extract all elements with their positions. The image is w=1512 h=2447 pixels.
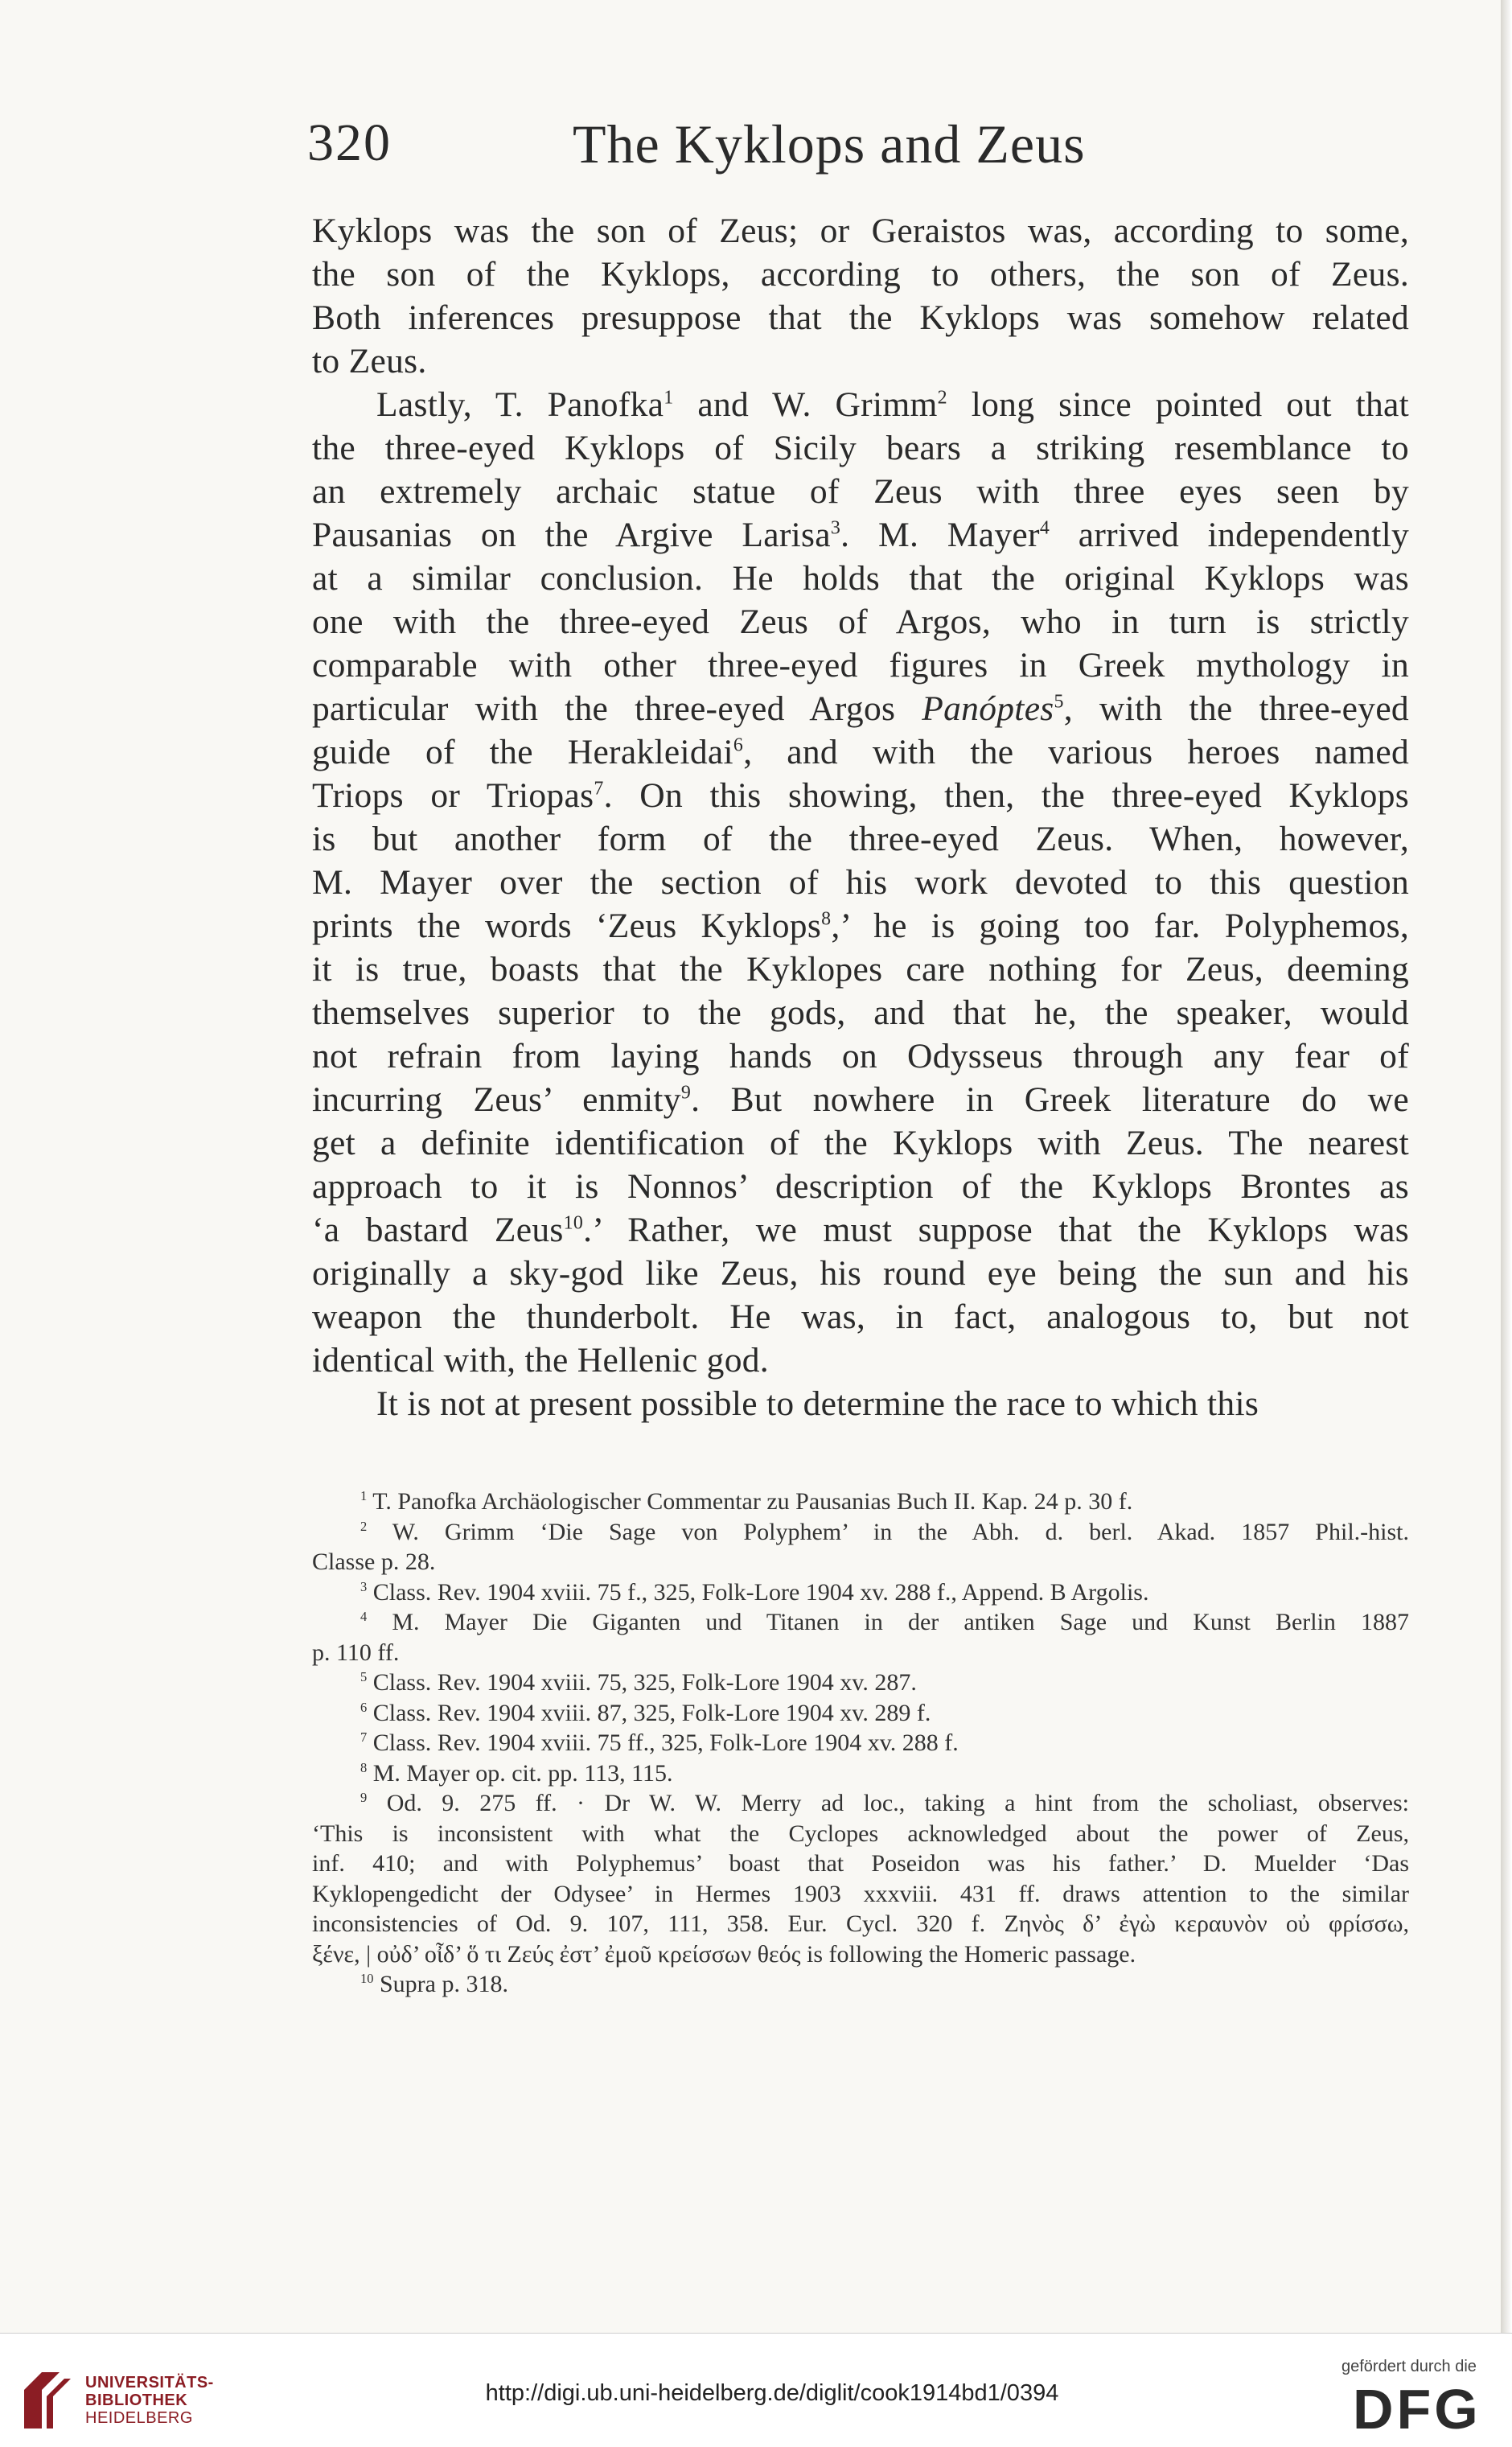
text-run: , and with the various heroes named xyxy=(743,733,1409,771)
text-run: .’ Rather, we must suppose that the Kyklops was xyxy=(583,1211,1409,1249)
text-line xyxy=(312,600,1409,644)
footnote-line xyxy=(312,1698,1409,1729)
footnote-ref[interactable]: 9 xyxy=(680,1082,692,1104)
footnote xyxy=(312,1607,1409,1668)
text-line xyxy=(312,817,1409,861)
text-line xyxy=(312,1078,1409,1121)
footnote-text: Class. Rev. 1904 xviii. 75, 325, Folk-Lore 1904 xv. 287. xyxy=(372,1669,917,1696)
text-run: at a similar conclusion. He holds that the original Kyklops was xyxy=(312,559,1409,598)
text-run: . On this showing, then, the three-eyed Kyklops xyxy=(603,776,1409,815)
footnote-ref[interactable]: 10 xyxy=(563,1212,584,1234)
footnote-text: Kyklopengedicht der Odysee’ in Hermes 1903 xxxviii. 431 ff. draws attention to the similar xyxy=(312,1880,1409,1907)
text-run: weapon the thunderbolt. He was, in fact, analogous to, but not xyxy=(312,1298,1409,1336)
footnote-line xyxy=(312,1849,1409,1879)
library-name-line: UNIVERSITÄTS- xyxy=(85,2374,214,2391)
footnote xyxy=(312,1517,1409,1577)
footnote-number: 6 xyxy=(360,1699,368,1715)
text-run: M. Mayer over the section of his work devoted to this question xyxy=(312,863,1409,902)
footnote-number: 2 xyxy=(360,1518,368,1534)
footnote-text: Class. Rev. 1904 xviii. 75 f., 325, Folk-Lore 1904 xv. 288 f., Append. B Argolis. xyxy=(372,1578,1149,1606)
text-run: Pausanias on the Argive Larisa xyxy=(312,516,831,554)
text-run: . But nowhere in Greek literature do we xyxy=(691,1080,1410,1119)
text-run: approach to it is Nonnos’ description of the Kyklops Brontes as xyxy=(312,1167,1409,1206)
page-edge xyxy=(1501,0,1512,2333)
text-run: prints the words ‘Zeus Kyklops xyxy=(312,907,822,945)
text-run: guide of the Herakleidai xyxy=(312,733,733,771)
text-line xyxy=(312,644,1409,687)
text-run: it is true, boasts that the Kyklopes care nothing for Zeus, deeming xyxy=(312,950,1409,989)
footnote-text: M. Mayer op. cit. pp. 113, 115. xyxy=(372,1759,673,1787)
footnote-line xyxy=(312,1939,1409,1970)
text-run: particular with the three-eyed Argos xyxy=(312,689,922,728)
text-line xyxy=(312,1208,1409,1252)
text-line xyxy=(312,1339,1409,1382)
footnote-text: Class. Rev. 1904 xviii. 87, 325, Folk-Lore 1904 xv. 289 f. xyxy=(372,1699,931,1726)
text-line: the son of the Kyklops, according to others, the son of Zeus. xyxy=(312,255,1409,294)
library-name xyxy=(85,2374,214,2427)
text-run: long since pointed out that xyxy=(947,385,1409,424)
footnote-text: inf. 410; and with Polyphemus’ boast that Poseidon was his father.’ D. Muelder ‘Das xyxy=(312,1850,1409,1877)
footnote-ref[interactable]: 8 xyxy=(821,908,832,930)
text-run: ,’ he is going too far. Polyphemos, xyxy=(831,907,1410,945)
footnote-ref[interactable]: 3 xyxy=(830,517,841,539)
text-line xyxy=(312,383,1409,426)
source-url[interactable]: http://digi.ub.uni-heidelberg.de/diglit/cook1914bd1/0394 xyxy=(485,2380,1059,2406)
text-run: identical with, the Hellenic god. xyxy=(312,1341,769,1380)
footnote xyxy=(312,1788,1409,1969)
footnote-number: 10 xyxy=(360,1971,374,1986)
text-run: Triops or Triopas xyxy=(312,776,594,815)
page-header xyxy=(307,113,1411,177)
text-run: incurring Zeus’ enmity xyxy=(312,1080,681,1119)
running-title: The Kyklops and Zeus xyxy=(573,113,1086,175)
footnote-text: ξένε, | οὐδ’ οἶδ’ ὅ τι Ζεύς ἐστ’ ἐμοῦ κρείσσων θεός is following the Homeric passage. xyxy=(312,1940,1136,1968)
footnote-line xyxy=(312,1577,1409,1608)
text-run: not refrain from laying hands on Odysseus through any fear of xyxy=(312,1037,1409,1075)
footnote-line xyxy=(312,1819,1409,1849)
footnote-text: T. Panofka Archäologischer Commentar zu Pausanias Buch II. Kap. 24 p. 30 f. xyxy=(372,1488,1133,1515)
library-name-line: HEIDELBERG xyxy=(85,2409,193,2427)
digitization-footer xyxy=(0,2333,1512,2447)
footnote xyxy=(312,1698,1409,1729)
footnote-number: 5 xyxy=(360,1669,368,1684)
footnotes xyxy=(312,1487,1409,2000)
dfg-logo xyxy=(1350,2382,1494,2433)
text-run: is but another form of the three-eyed Zeus. When, however, xyxy=(312,820,1409,858)
text-run: arrived independently xyxy=(1050,516,1410,554)
footnote-ref[interactable]: 4 xyxy=(1039,517,1050,539)
text-run: the three-eyed Kyklops of Sicily bears a striking resemblance to xyxy=(312,429,1409,467)
text-run: Lastly, T. Panofka xyxy=(376,385,664,424)
footnote-line xyxy=(312,1879,1409,1910)
text-line xyxy=(312,1252,1409,1295)
footnote-number: 4 xyxy=(360,1609,368,1624)
footnote-line xyxy=(312,1728,1409,1758)
footnote-text: Od. 9. 275 ff. · Dr W. W. Merry ad loc., taking a hint from the scholiast, observes: xyxy=(386,1790,1410,1816)
text-line xyxy=(312,1034,1409,1078)
footnote-text: W. Grimm ‘Die Sage von Polyphem’ in the Abh. d. berl. Akad. 1857 Phil.-hist. xyxy=(392,1518,1409,1545)
text-line xyxy=(312,470,1409,513)
footnote-number: 1 xyxy=(360,1488,368,1503)
footnote-text: Classe p. 28. xyxy=(312,1548,436,1575)
footnote xyxy=(312,1758,1409,1789)
footnote-line xyxy=(312,1607,1409,1638)
main-text xyxy=(312,209,1409,1425)
text-line xyxy=(312,687,1409,730)
footnote-line xyxy=(312,1969,1409,2000)
footnote xyxy=(312,1487,1409,1517)
footnote-ref[interactable]: 1 xyxy=(664,387,674,409)
text-line xyxy=(312,426,1409,470)
text-line xyxy=(312,774,1409,817)
footnote-ref[interactable]: 6 xyxy=(733,734,744,756)
footnote-text: M. Mayer Die Giganten und Titanen in der antiken Sage und Kunst Berlin 1887 xyxy=(392,1609,1409,1635)
text-run: . M. Mayer xyxy=(840,516,1040,554)
text-run: originally a sky-god like Zeus, his round eye being the sun and his xyxy=(312,1254,1409,1293)
footnote-line xyxy=(312,1758,1409,1789)
footnote-line xyxy=(312,1788,1409,1819)
italic-term: Panóptes xyxy=(922,689,1054,728)
text-line xyxy=(312,1121,1409,1165)
footnote-line xyxy=(312,1517,1409,1548)
text-run: one with the three-eyed Zeus of Argos, who in turn is strictly xyxy=(312,602,1409,641)
footnote-number: 8 xyxy=(360,1759,368,1775)
text-line xyxy=(312,861,1409,904)
footnote-number: 9 xyxy=(360,1790,368,1805)
text-line: Both inferences presuppose that the Kyklops was somehow related xyxy=(312,298,1409,337)
footnote-text: Class. Rev. 1904 xviii. 75 ff., 325, Folk-Lore 1904 xv. 288 f. xyxy=(372,1729,959,1756)
footnote-line xyxy=(312,1547,1409,1577)
footnote-text: Supra p. 318. xyxy=(380,1971,508,1997)
text-line: It is not at present possible to determine the race to which this xyxy=(376,1384,1259,1423)
text-line xyxy=(312,948,1409,991)
footnote-line xyxy=(312,1909,1409,1939)
footnote-line xyxy=(312,1638,1409,1668)
text-line xyxy=(312,730,1409,774)
footnote-text: p. 110 ff. xyxy=(312,1639,400,1666)
text-line: Kyklops was the son of Zeus; or Geraistos was, according to some, xyxy=(312,212,1409,250)
footnote-number: 7 xyxy=(360,1729,368,1745)
footnote xyxy=(312,1969,1409,2000)
text-line xyxy=(312,557,1409,600)
library-name-line: BIBLIOTHEK xyxy=(85,2391,188,2409)
footnote xyxy=(312,1577,1409,1608)
paragraph-1 xyxy=(312,209,1409,383)
footnote xyxy=(312,1668,1409,1698)
text-run: get a definite identification of the Kyklops with Zeus. The nearest xyxy=(312,1124,1409,1162)
text-line xyxy=(312,904,1409,948)
footnote xyxy=(312,1728,1409,1758)
footnote-text: inconsistencies of Od. 9. 107, 111, 358. Eur. Cycl. 320 f. Ζηνὸς δ’ ἐγὼ κεραυνὸν οὐ φρίσσω, xyxy=(312,1910,1409,1937)
footnote-ref[interactable]: 5 xyxy=(1054,691,1064,713)
text-line xyxy=(312,991,1409,1034)
dfg-logo-text: DFG xyxy=(1353,2382,1481,2433)
text-run: and W. Grimm xyxy=(673,385,938,424)
paragraph-3 xyxy=(312,1382,1409,1425)
text-line xyxy=(312,1295,1409,1339)
sponsor-caption: gefördert durch die xyxy=(1341,2358,1477,2375)
text-run: ‘a bastard Zeus xyxy=(312,1211,564,1249)
text-line xyxy=(312,1165,1409,1208)
paragraph-2 xyxy=(312,383,1409,1382)
footnote-number: 3 xyxy=(360,1578,368,1594)
footnote-ref[interactable]: 7 xyxy=(594,778,604,800)
footnote-text: ‘This is inconsistent with what the Cyclopes acknowledged about the power of Zeus, xyxy=(312,1820,1409,1847)
text-line: to Zeus. xyxy=(312,342,427,380)
footnote-ref[interactable]: 2 xyxy=(937,387,947,409)
footnote-line xyxy=(312,1487,1409,1517)
text-run: comparable with other three-eyed figures in Greek mythology in xyxy=(312,646,1409,685)
text-line xyxy=(312,513,1409,557)
footnote-line xyxy=(312,1668,1409,1698)
text-run: themselves superior to the gods, and that he, the speaker, would xyxy=(312,993,1409,1032)
page-number: 320 xyxy=(307,113,392,172)
ub-heidelberg-logo-icon xyxy=(18,2366,74,2430)
text-run: an extremely archaic statue of Zeus with three eyes seen by xyxy=(312,472,1409,511)
text-run: , with the three-eyed xyxy=(1063,689,1409,728)
